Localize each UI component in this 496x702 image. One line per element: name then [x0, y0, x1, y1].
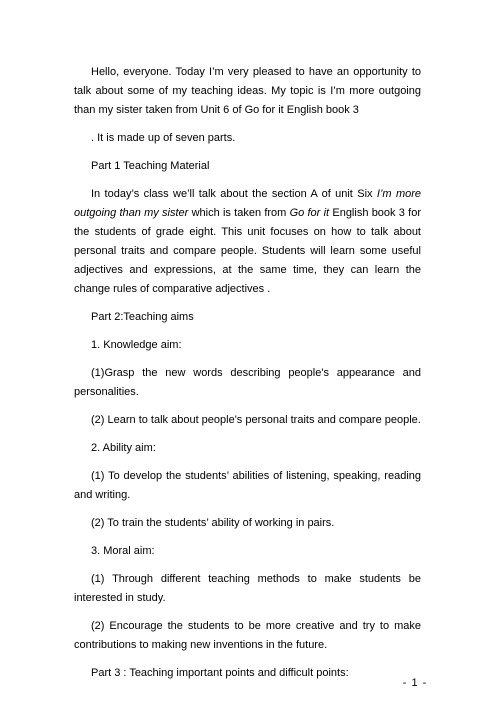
- moral-aim-item-2: (2) Encourage the students to be more creative and try to make contributions to making new inventions in the future.: [74, 620, 421, 651]
- ability-aim-item-2: (2) To train the students’ ability of working in pairs.: [91, 517, 335, 529]
- knowledge-aim-item-1: (1)Grasp the new words describing people's appearance and personalities.: [74, 367, 421, 398]
- knowledge-aim-heading: 1. Knowledge aim:: [91, 339, 182, 351]
- part1-paragraph: [74, 185, 421, 299]
- intro-continuation: . It is made up of seven parts.: [91, 132, 236, 144]
- ability-aim-item-1: (1) To develop the students’ abilities of listening, speaking, reading and writing.: [74, 470, 421, 501]
- part3-heading: Part 3 : Teaching important points and difficult points:: [91, 667, 349, 679]
- knowledge-aim-item-2: (2) Learn to talk about people's personal traits and compare people.: [91, 414, 421, 426]
- part1-text-before-title: In today’s class we’ll talk about the section A of unit Six: [91, 188, 377, 200]
- moral-aim-heading: 3. Moral aim:: [91, 545, 155, 557]
- document-body: [74, 63, 421, 683]
- part1-heading: Part 1 Teaching Material: [91, 160, 210, 172]
- intro-paragraph: Hello, everyone. Today I’m very pleased to have an opportunity to talk about some of my teaching ideas. My topic is I’m more outgoing than my sister taken from Unit 6 of Go for it English book 3: [74, 66, 421, 116]
- page-number: - 1 -: [402, 677, 428, 689]
- part2-heading: Part 2:Teaching aims: [91, 311, 194, 323]
- unit-title-italic: I’m more outgoing than my sister: [74, 188, 422, 219]
- book-title-italic: Go for it: [289, 207, 330, 219]
- ability-aim-heading: 2. Ability aim:: [91, 442, 156, 454]
- moral-aim-item-1: (1) Through different teaching methods to make students be interested in study.: [74, 573, 421, 604]
- part1-text-middle: which is taken from: [188, 207, 290, 219]
- part1-text-after: English book 3 for the students of grade eight. This unit focuses on how to talk about personal traits and compare people. Students will learn some useful adjectives and expressions, at the same time, they can learn the change rules of comparative adjectives .: [74, 207, 422, 295]
